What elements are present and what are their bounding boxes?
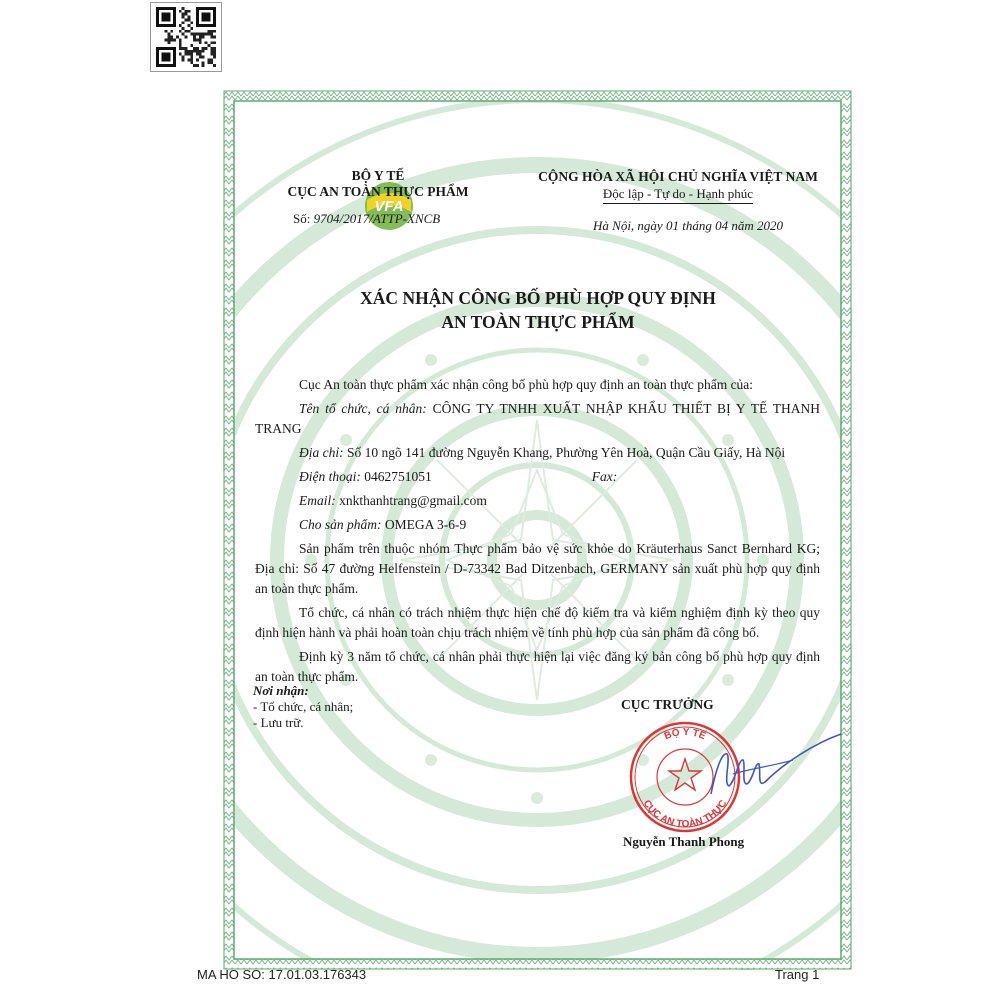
signer-name: Nguyễn Thanh Phong: [623, 834, 745, 849]
seal-top-text: BỘ Y TẾ: [662, 726, 708, 743]
fax-label: Fax:: [591, 469, 618, 484]
qr-code: [150, 2, 222, 72]
certificate-page: [223, 90, 852, 970]
issuer-block: [253, 168, 503, 200]
document-number-label: Số:: [293, 211, 311, 226]
recipient-item: - Tổ chức, cá nhân;: [253, 699, 354, 714]
department-name: CỤC AN TOÀN THỰC PHẨM: [287, 184, 469, 199]
recipients-heading: Nơi nhận:: [253, 683, 309, 698]
republic-name: CỘNG HÒA XÃ HỘI CHỦ NGHĨA VIỆT NAM: [538, 169, 818, 184]
document-body: [255, 375, 820, 687]
product-value: OMEGA 3-6-9: [384, 517, 467, 532]
document-title: [263, 286, 813, 334]
email-value: xnkthanhtrang@gmail.com: [339, 493, 487, 508]
org-field: [255, 399, 820, 439]
page-number: Trang 1: [775, 967, 820, 982]
handwritten-signature: [683, 724, 843, 814]
issue-date: Hà Nội, ngày 01 tháng 04 năm 2020: [593, 218, 783, 233]
signer-title: CỤC TRƯỞNG: [621, 697, 714, 712]
address-field: [255, 443, 820, 463]
email-label: Email:: [299, 493, 336, 508]
phone-value: 0462751051: [364, 469, 432, 484]
org-value: CÔNG TY TNHH XUẤT NHẬP KHẨU THIẾT BỊ Y TẾ THANH TRANG: [255, 401, 821, 436]
title-line-2: AN TOÀN THỰC PHẨM: [441, 312, 635, 332]
phone-label: Điện thoại:: [299, 469, 361, 484]
product-field: [255, 515, 820, 535]
recipient-item: - Lưu trữ.: [253, 715, 304, 730]
org-label: Tên tổ chức, cá nhân:: [299, 401, 427, 416]
vfa-logo-text: VFA: [374, 198, 404, 215]
dossier-code: MA HO SO: 17.01.03.176343: [197, 967, 367, 982]
ministry-name: BỘ Y TẾ: [351, 168, 405, 183]
seal-bottom-text: CỤC AN TOÀN THỰC: [640, 798, 730, 831]
recipients-block: [253, 683, 353, 731]
national-header: [513, 168, 843, 204]
document-number-value: 9704/2017/ATTP-XNCB: [313, 211, 441, 226]
document-number: [293, 211, 440, 227]
title-line-1: XÁC NHẬN CÔNG BỐ PHÙ HỢP QUY ĐỊNH: [360, 288, 716, 308]
paragraph-responsibility: Tổ chức, cá nhân có trách nhiệm thực hiện chế độ kiểm tra và kiểm nghiệm định kỳ theo quy định hiện hành và phải hoàn toàn chịu trách nhiệm về tính phù hợp của sản phẩm đã công bố.: [255, 605, 820, 640]
address-label: Địa chỉ:: [299, 445, 344, 460]
national-motto: Độc lập - Tự do - Hạnh phúc: [603, 185, 753, 204]
paragraph-manufacturer: Sản phẩm trên thuộc nhóm Thực phẩm bảo vệ sức khỏe do Kräuterhaus Sanct Bernhard KG; Địa chỉ: Số 47 đường Helfenstein / D-73342 Bad Ditzenbach, GERMANY sản xuất phù hợp quy định an toàn thực phẩm.: [255, 541, 820, 596]
intro-text: Cục An toàn thực phẩm xác nhận công bố phù hợp quy định an toàn thực phẩm của:: [299, 377, 754, 392]
contact-field: [255, 467, 820, 487]
email-field: [255, 491, 820, 511]
address-value: Số 10 ngõ 141 đường Nguyễn Khang, Phường Yên Hoà, Quận Cầu Giấy, Hà Nội: [347, 445, 786, 460]
paragraph-renewal: Định kỳ 3 năm tổ chức, cá nhân phải thực hiện lại việc đăng ký bản công bố phù hợp quy định an toàn thực phẩm.: [255, 649, 820, 684]
product-label: Cho sản phẩm:: [299, 517, 382, 532]
